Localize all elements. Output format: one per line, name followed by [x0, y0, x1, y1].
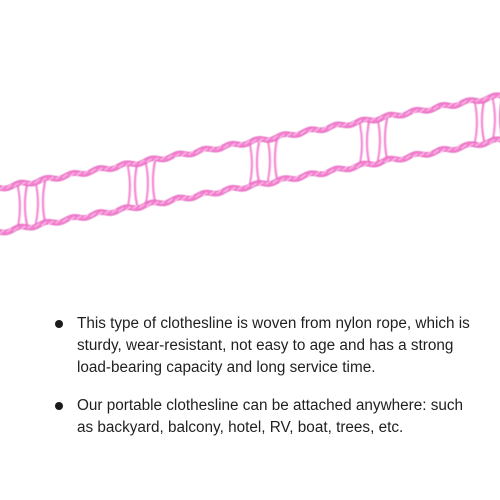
- feature-item-portable: [0, 395, 500, 439]
- feature-item-material: [0, 313, 500, 379]
- bullet-dot-icon: [55, 402, 63, 410]
- feature-text-material: This type of clothesline is woven from nylon rope, which is sturdy, wear-resistant, not easy to age and has a strong load-bearing capacity and long service time.: [77, 315, 470, 376]
- bullet-dot-icon: [55, 320, 63, 328]
- feature-list: [0, 313, 500, 455]
- rope-top-rail: [0, 95, 500, 188]
- rope-bottom-rail: [0, 139, 500, 232]
- feature-text-portable: Our portable clothesline can be attached anywhere: such as backyard, balcony, hotel, RV, boat, trees, etc.: [77, 397, 464, 436]
